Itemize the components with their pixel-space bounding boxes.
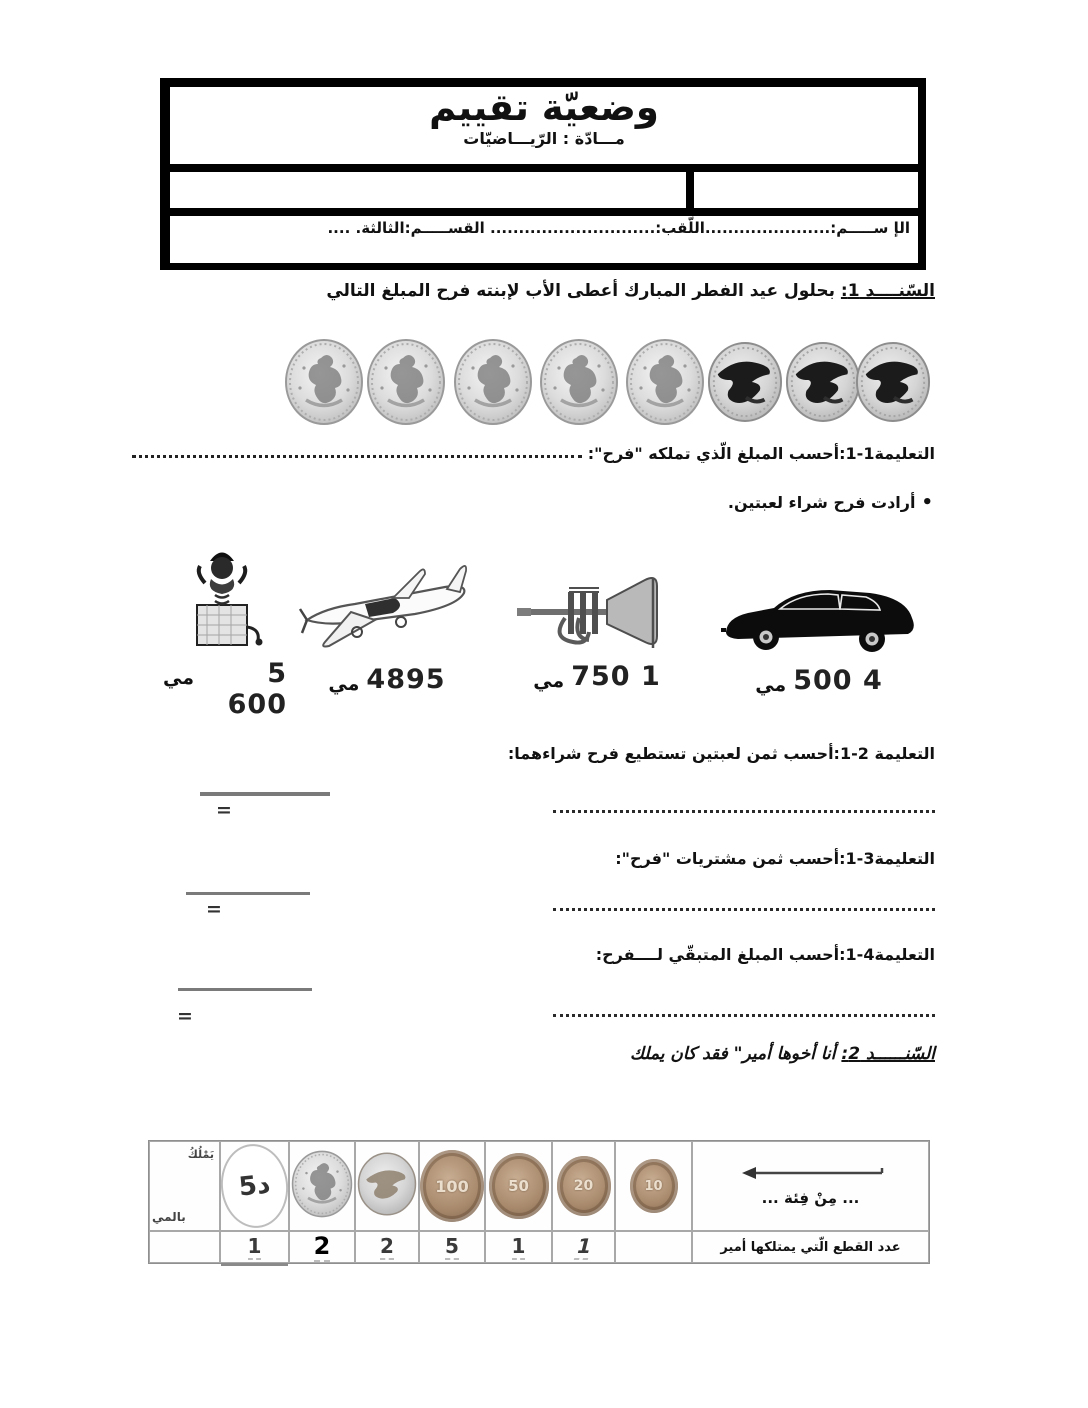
instruction-3-1-text: التعليمة3-1:أحسب ثمن مشتريات "فرح": bbox=[615, 849, 935, 868]
toy-item bbox=[508, 574, 686, 692]
instruction-1-1-row bbox=[130, 444, 935, 463]
50-millime-coin-icon: 50 bbox=[489, 1153, 549, 1219]
support1-intro: بحلول عيد الفطر المبارك أعطى الأب لإبنته فرح المبلغ التالي bbox=[326, 281, 841, 301]
header-empty-box-left bbox=[169, 171, 687, 209]
equals-sign: = bbox=[206, 898, 222, 920]
currency-unit: مي bbox=[755, 674, 787, 696]
five-dinar-face: 5د bbox=[237, 1169, 272, 1203]
five-dinar-coin-icon bbox=[707, 341, 783, 427]
100-millime-coin-icon: 100 bbox=[420, 1150, 484, 1222]
instruction-2-1-text: التعليمة 2-1:أحسب ثمن لعبتين تستطيع فرح شراءهما: bbox=[507, 744, 935, 763]
arrow-left-icon bbox=[736, 1165, 886, 1185]
subject-line: مـــادّة : الرّيـــاضيّات bbox=[463, 128, 625, 148]
10-millime-coin-icon: 10 bbox=[630, 1159, 678, 1213]
five-dinar-piece-icon bbox=[217, 1141, 292, 1232]
denomination-cell bbox=[419, 1141, 485, 1231]
support2-label: السّنــــــد 2: bbox=[841, 1044, 935, 1064]
toy-price: 4895 bbox=[366, 664, 446, 695]
instruction-4-1-text: التعليمة4-1:أحسب المبلغ المتبقّي لــــفرح: bbox=[595, 945, 935, 964]
answer-dotted-line bbox=[132, 454, 582, 458]
count-cell: 5 bbox=[419, 1231, 485, 1263]
five-dinar-coin-icon bbox=[855, 341, 931, 427]
answer-sum-line bbox=[200, 792, 330, 796]
answer-sum-line bbox=[178, 988, 312, 991]
denomination-cell bbox=[220, 1141, 289, 1231]
owns-label-top: يَمْلُكُ bbox=[187, 1148, 214, 1161]
jack-in-the-box-icon bbox=[175, 543, 275, 653]
support2-heading-line bbox=[630, 1044, 935, 1064]
one-dinar-coin-icon bbox=[366, 338, 446, 430]
denomination-cell bbox=[615, 1141, 692, 1231]
bullet-line bbox=[728, 492, 933, 513]
price-row bbox=[328, 664, 445, 695]
support2-intro: أنا أخوها أمير" فقد كان يملك bbox=[629, 1044, 842, 1064]
answer-sum-line bbox=[186, 892, 310, 895]
answer-dotted-line bbox=[553, 1004, 935, 1017]
half-dinar-coin-icon bbox=[357, 1149, 417, 1223]
currency-unit: مي bbox=[163, 667, 194, 689]
count-cell-empty bbox=[149, 1231, 220, 1263]
currency-unit: مي bbox=[328, 673, 360, 695]
support1-label: السّنــــد 1: bbox=[840, 281, 935, 301]
name-surname-class-line: الإ ســـــم:......................اللّقب:............................. القســـــم:الثالثة. .... bbox=[327, 219, 910, 237]
20-millime-coin-icon: 20 bbox=[557, 1156, 611, 1216]
denomination-cell bbox=[485, 1141, 552, 1231]
denomination-cell bbox=[355, 1141, 419, 1231]
bullet-icon: • bbox=[921, 492, 933, 513]
price-row bbox=[755, 665, 883, 696]
page-title: وضعيّة تقييم bbox=[429, 86, 659, 129]
five-dinar-coin-icon bbox=[785, 341, 861, 427]
answer-dotted-line bbox=[553, 898, 935, 911]
toy-price: 4 500 bbox=[793, 665, 883, 696]
denomination-header-cell bbox=[692, 1141, 929, 1231]
toy-item bbox=[713, 580, 925, 696]
equals-sign: = bbox=[177, 1005, 193, 1027]
count-label-cell bbox=[692, 1231, 929, 1263]
trumpet-icon bbox=[513, 574, 681, 656]
price-row bbox=[533, 661, 661, 692]
toy-item bbox=[293, 560, 481, 695]
car-icon bbox=[718, 580, 920, 660]
count-label: عدد القطع الّتي يمتلكها أمير bbox=[720, 1239, 901, 1255]
header-frame bbox=[160, 78, 926, 270]
one-dinar-coin-icon bbox=[284, 338, 364, 430]
count-cell: 2 bbox=[289, 1231, 355, 1263]
support1-heading-line bbox=[326, 281, 935, 301]
count-cell: 2 bbox=[355, 1231, 419, 1263]
one-dinar-coin-icon bbox=[453, 338, 533, 430]
denomination-cell bbox=[289, 1141, 355, 1231]
answer-dotted-line bbox=[553, 800, 935, 813]
bullet-text: أرادت فرح شراء لعبتين. bbox=[727, 493, 916, 512]
count-cell: 1 bbox=[485, 1231, 552, 1263]
student-name-box bbox=[169, 215, 919, 264]
owns-label-bottom: بالمي bbox=[152, 1210, 186, 1224]
equals-sign: = bbox=[216, 799, 232, 821]
airplane-icon bbox=[297, 560, 477, 659]
count-cell-empty bbox=[615, 1231, 692, 1263]
toy-item bbox=[163, 543, 287, 720]
price-row bbox=[163, 658, 287, 720]
currency-unit: مي bbox=[533, 670, 565, 692]
money-table bbox=[148, 1140, 930, 1264]
count-cell: 1 bbox=[552, 1231, 615, 1263]
title-box bbox=[169, 86, 919, 165]
count-cell: 1 bbox=[220, 1231, 289, 1263]
one-dinar-coin-icon bbox=[625, 338, 705, 430]
toy-price: 1 750 bbox=[571, 661, 661, 692]
denomination-cell bbox=[552, 1141, 615, 1231]
one-dinar-coin-icon bbox=[539, 338, 619, 430]
header-empty-box-right bbox=[693, 171, 919, 209]
denomination-label: ... مِنْ فِئة ... bbox=[761, 1189, 860, 1207]
one-dinar-coin-icon bbox=[291, 1146, 353, 1226]
instruction-1-1-text: التعليمة1-1:أحسب المبلغ الّذي تملكه "فرح": bbox=[587, 444, 935, 463]
owns-label-cell bbox=[149, 1141, 220, 1231]
toy-price: 5 600 bbox=[227, 658, 287, 720]
